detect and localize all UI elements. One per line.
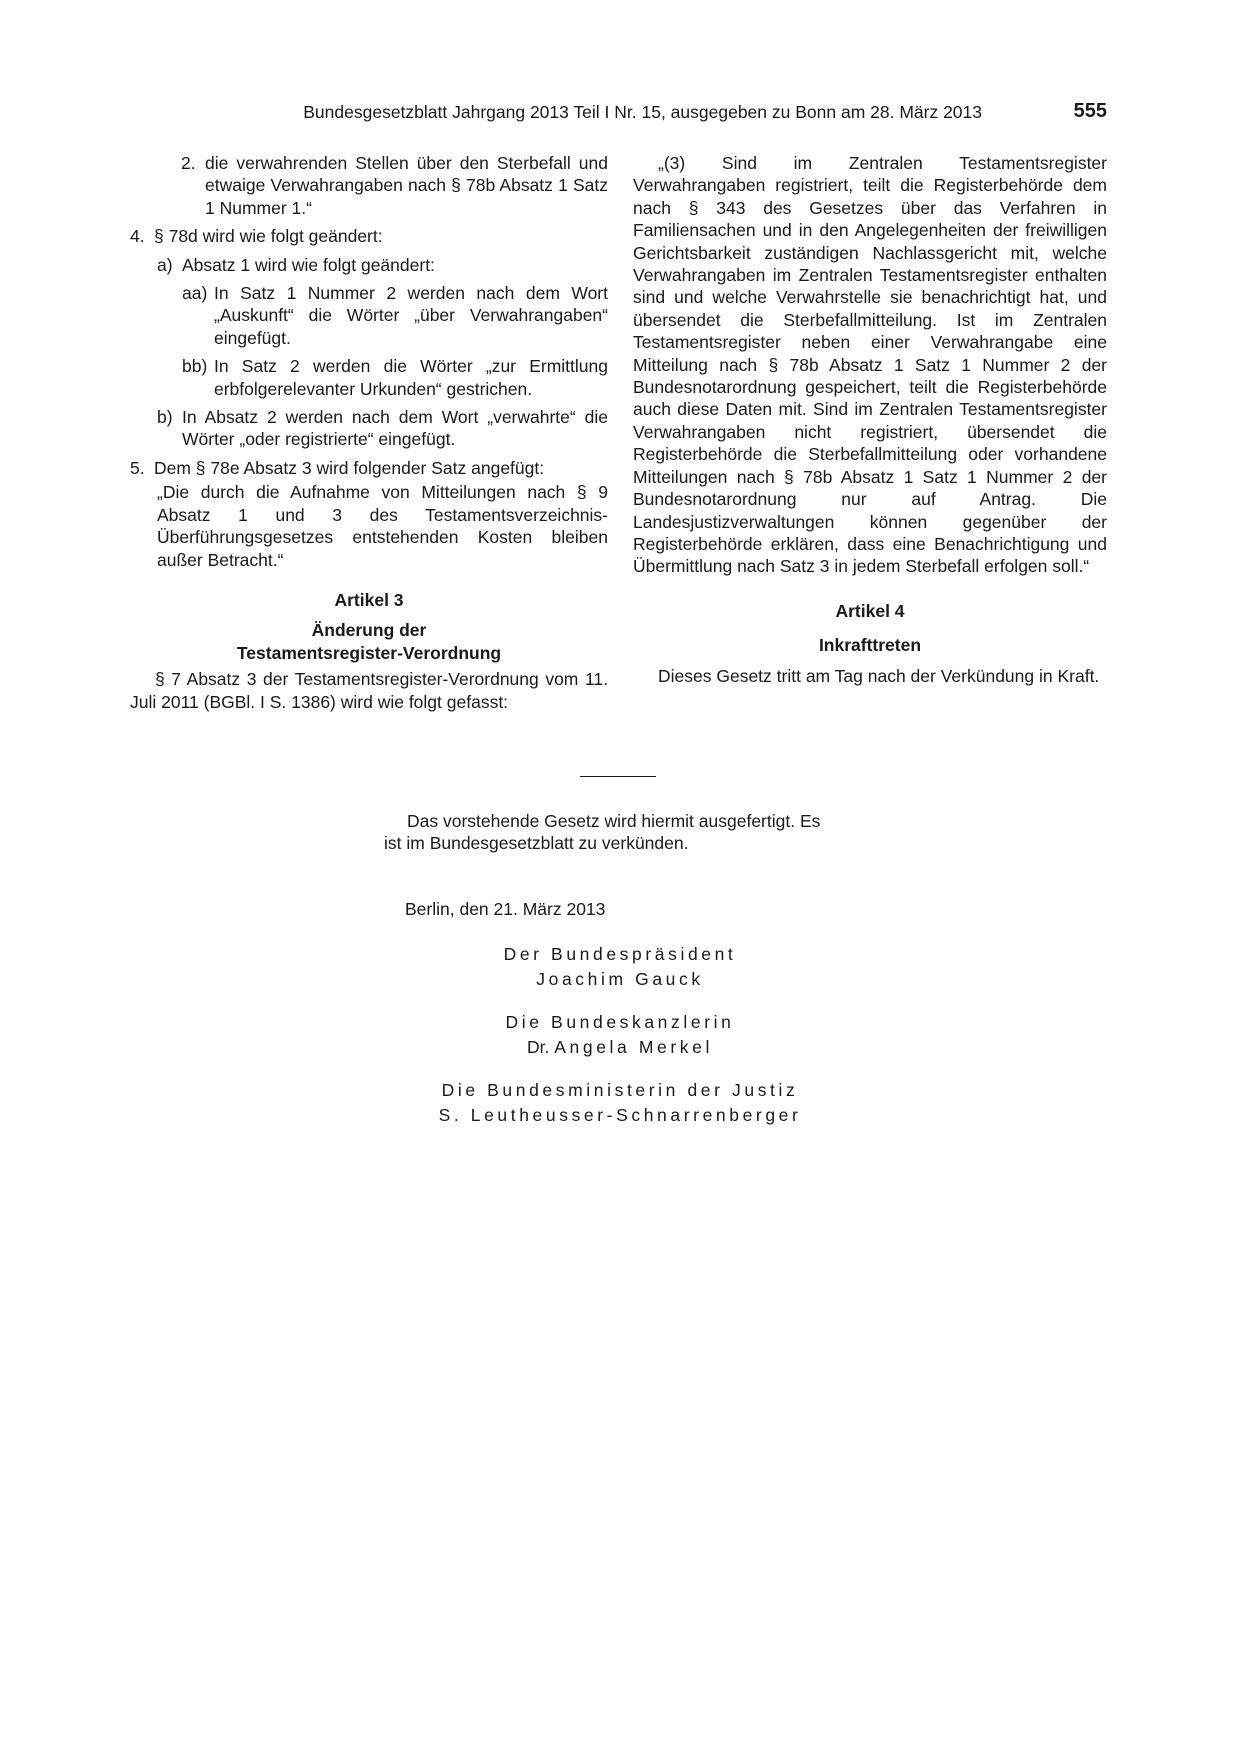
signatory-title: Die Bundesministerin der Justiz <box>441 1080 799 1100</box>
list-item-number: 2. <box>181 153 196 173</box>
signatory-name: Angela Merkel <box>554 1037 713 1057</box>
signatory-name: S. Leutheusser-Schnarrenberger <box>438 1105 802 1125</box>
list-item-number: b) <box>157 407 173 428</box>
right-column <box>633 152 1107 687</box>
list-item-b <box>130 406 608 451</box>
list-item-5 <box>130 457 608 479</box>
promulgation-line-1: Das vorstehende Gesetz wird hiermit ausgefertigt. Es <box>407 811 821 831</box>
list-item-number: bb) <box>182 356 208 377</box>
article-3-number: Artikel 3 <box>334 589 404 610</box>
list-item-text: In Satz 2 werden die Wörter „zur Ermittlung erbfolgerelevanter Urkunden“ gestrichen. <box>214 356 608 399</box>
promulgation-line-2: ist im Bundesgesetzblatt zu verkünden. <box>384 833 689 853</box>
signatory-title: Der Bundespräsident <box>503 944 737 964</box>
list-item-text: § 78d wird wie folgt geändert: <box>154 226 383 247</box>
list-item-2 <box>130 152 608 219</box>
signature-block-justice-minister <box>378 1078 862 1128</box>
article-4-number: Artikel 4 <box>835 600 905 621</box>
list-item-number: aa) <box>182 283 208 304</box>
register-regulation-quote: „(3) Sind im Zentralen Testamentsregister Verwahrangaben registriert, teilt die Registerbehörde dem nach § 343 des Gesetzes über das Verfahren in Familiensachen und in den Angelegenheiten der freiwilligen Gerichtsbarkeit zuständigen Nachlassgericht mit, welche Verwahrangaben im Zentralen Testamentsregister enthalten sind und welche Verwahrstelle sie benachrichtigt hat, und übersendet die Sterbefallmitteilung. Ist im Zentralen Testamentsregister neben einer Verwahrangabe eine Mitteilung nach § 78b Absatz 1 Satz 1 Nummer 2 der Bundesnotarordnung gespeichert, teilt die Registerbehörde auch diese Daten mit. Sind im Zentralen Testamentsregister Verwahrangaben nicht registriert, übersendet die Registerbehörde die Sterbefallmitteilung oder vorhandene Mitteilungen nach § 78b Absatz 1 Satz 1 Nummer 2 der Bundesnotarordnung nur auf Antrag. Die Landesjustizverwaltungen können gegenüber der Registerbehörde erklären, dass eine Benachrichtigung und Übermittlung nach Satz 3 in jedem Sterbefall erfolgen soll.“ <box>633 153 1107 577</box>
section-divider <box>580 776 656 777</box>
signatory-name-prefix: Dr. <box>527 1037 550 1057</box>
signature-block-president <box>378 942 862 992</box>
list-item-number: 5. <box>130 457 145 478</box>
amendment-quote: „Die durch die Aufnahme von Mitteilungen nach § 9 Absatz 1 und 3 des Testamentsverzeichnis-Überführungsgesetzes entstehenden Kosten bleiben außer Betracht.“ <box>157 482 608 570</box>
article-3-title-line2: Testamentsregister-Verordnung <box>236 642 502 663</box>
list-item-text: In Absatz 2 werden nach dem Wort „verwahrte“ die Wörter „oder registrierte“ eingefügt. <box>182 407 608 450</box>
article-4-text: Dieses Gesetz tritt am Tag nach der Verkündung in Kraft. <box>658 665 1100 686</box>
place-and-date: Berlin, den 21. März 2013 <box>405 899 606 919</box>
list-item-aa <box>130 282 608 349</box>
running-title: Bundesgesetzblatt Jahrgang 2013 Teil I Nr. 15, ausgegeben zu Bonn am 28. März 2013 <box>303 102 982 122</box>
list-item-text: Dem § 78e Absatz 3 wird folgender Satz angefügt: <box>154 457 545 478</box>
page-header <box>130 100 1107 126</box>
article-3-text: § 7 Absatz 3 der Testamentsregister-Verordnung vom 11. Juli 2011 (BGBl. I S. 1386) wird wie folgt gefasst: <box>130 669 608 712</box>
list-item-4 <box>130 225 608 247</box>
list-item-number: 4. <box>130 226 145 247</box>
left-column <box>130 152 608 713</box>
signatory-title: Die Bundeskanzlerin <box>505 1012 735 1032</box>
list-item-number: a) <box>157 254 173 275</box>
signatory-name: Joachim Gauck <box>536 969 704 989</box>
signature-block-chancellor <box>378 1010 862 1060</box>
article-3-title-line1: Änderung der <box>311 620 427 641</box>
page-number: 555 <box>1073 100 1107 122</box>
list-item-text: die verwahrenden Stellen über den Sterbefall und etwaige Verwahrangaben nach § 78b Absatz 1 Satz 1 Nummer 1.“ <box>205 153 608 218</box>
signatory-name-line <box>378 1035 862 1060</box>
list-item-text: In Satz 1 Nummer 2 werden nach dem Wort „Auskunft“ die Wörter „über Verwahrangaben“ eingefügt. <box>214 283 608 348</box>
list-item-a <box>130 254 608 276</box>
article-4-title: Inkrafttreten <box>818 635 922 656</box>
list-item-bb <box>130 355 608 400</box>
list-item-text: Absatz 1 wird wie folgt geändert: <box>182 254 435 275</box>
